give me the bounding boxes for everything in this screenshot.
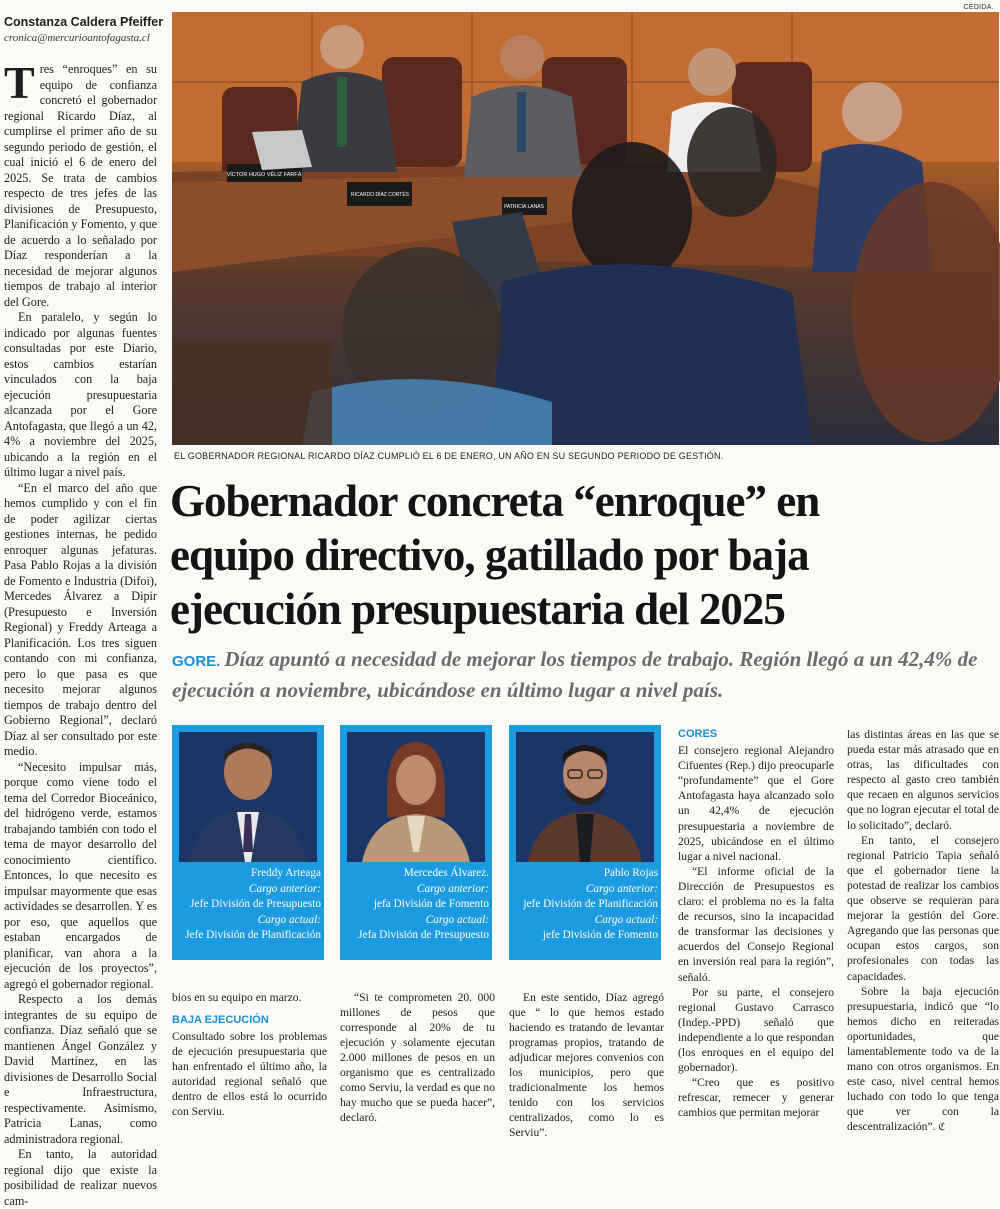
col-e-paragraph-3: Por su parte, el consejero regional Gustavo Carrasco (Indep.-PPD) señaló que independiente a lo que respondan (los enroques en el equipo del gobernador). (678, 985, 834, 1075)
headline-line-2: equipo directivo, gatillado por baja (170, 530, 809, 580)
left-paragraph-4: “Necesito impulsar más, porque como viene todo el tema del Corredor Bioceánico, del hidrógeno verde, estamos trabajando también con todo el tema de mayor desarrollo del conocimiento científico. Entonces, lo que necesito es impulsar mayormente que esas actividades se desarrollen. Y es por eso, que aquellos que estaban encargados de planificar, van ahora a la ejecución de los proyectos”, agregó el gobernador regional. (4, 759, 157, 991)
card-prev-label: Cargo anterior: (416, 882, 489, 895)
card-name: Freddy Arteaga (251, 867, 321, 879)
column-d (509, 990, 664, 1140)
card-text-arteaga (175, 866, 321, 944)
end-mark-icon: ℭ (938, 1122, 946, 1134)
photo-caption: EL GOBERNADOR REGIONAL RICARDO DÍAZ CUMPLIÓ EL 6 DE ENERO, UN AÑO EN SU SEGUNDO PERIODO DE GESTIÓN. (174, 451, 724, 461)
portrait-alvarez (347, 732, 485, 862)
byline-email: cronica@mercurioantofagasta.cl (4, 32, 150, 44)
card-curr-value: Jefa División de Presupuesto (358, 929, 489, 941)
headline-line-1: Gobernador concreta “enroque” en (170, 476, 820, 526)
card-prev-value: Jefe División de Presupuesto (190, 898, 321, 910)
profile-card-arteaga (172, 725, 324, 960)
card-curr-label: Cargo actual: (425, 913, 489, 926)
headline (170, 474, 990, 636)
portrait-arteaga (179, 732, 317, 862)
drop-cap: T (4, 57, 35, 108)
profile-card-rojas (509, 725, 661, 960)
card-prev-label: Cargo anterior: (585, 882, 658, 895)
card-curr-value: Jefe División de Planificación (185, 929, 321, 941)
card-text-alvarez (343, 866, 489, 944)
col-d-paragraph-1: En este sentido, Díaz agregó que “ lo que hemos estado haciendo es tratando de levantar programas propios, tratando de adjudicar mejores convenios con los municipios, pero que tradicionalmente los hemos tenido con los servicios centralizados, como lo es Serviu”. (509, 991, 664, 1139)
nameplate-2: RICARDO DÍAZ CORTÉS (351, 192, 409, 198)
col-b-paragraph-2: Consultado sobre los problemas de ejecución presupuestaria que han enfrentado el último año, la autoridad regional señaló que dentro de ellos está lo ocurrido con Serviu. (172, 1030, 327, 1118)
column-e (678, 721, 834, 1120)
left-paragraph-5: Respecto a los demás integrantes de su equipo de confianza. Díaz señaló que se mantienen Ángel González y David Martínez, en las divisiones de Desarrollo Social e Infraestructura, respectivamente. Asimismo, Patricia Lanas, como administradora regional. (4, 992, 157, 1146)
card-curr-value: jefe División de Fomento (542, 929, 658, 941)
left-paragraph-6: En tanto, la autoridad regional dijo que existe la posibilidad de realizar nuevos cam- (4, 1147, 157, 1208)
card-text-rojas (512, 866, 658, 944)
column-c (340, 990, 495, 1125)
section-tag: GORE. (172, 653, 221, 670)
card-curr-label: Cargo actual: (594, 913, 658, 926)
card-prev-value: jefe División de Planificación (523, 898, 658, 910)
nameplate-1: VÍCTOR HUGO VÉLIZ FARFÁ (226, 172, 302, 178)
section-heading-cores: CORES (678, 728, 718, 740)
card-name: Pablo Rojas (603, 867, 658, 879)
col-f-paragraph-1: las distintas áreas en las que se pueda estar más atrasado que en otras, las dificultades con respecto al gasto creo también que recaen en algunos servicios que no logran ejecutar el total de lo solicitado”, declaró. (847, 728, 999, 832)
col-b-paragraph-1: bios en su equipo en marzo. (172, 991, 302, 1004)
card-prev-label: Cargo anterior: (248, 882, 321, 895)
col-e-paragraph-1: El consejero regional Alejandro Cifuentes (Rep.) dijo preocuparle “profundamente” que el Gore Antofagasta haya alcanzado solo un 42,4% de ejecución presupuestaria a noviembre de 2025, ubicándose en el último lugar a nivel nacional. (678, 744, 834, 863)
card-curr-label: Cargo actual: (257, 913, 321, 926)
column-b (172, 990, 327, 1119)
byline-author: Constanza Caldera Pfeiffer (4, 15, 164, 29)
left-paragraph-3: “En el marco del año que hemos cumplido y con el fin de poder agilizar ciertas gestiones internas, he pedido enroquer algunas jefaturas. Pasa Pablo Rojas a la división de Fomento e Industria (Difoi), Mercedes Álvarez a Dipir (Presupuesto e Inversión Regional) y Freddy Arteaga a Planificación. Los tres siguen contando con mi confianza, pero lo que pasa es que necesito mejorar algunos tiempos de trabajo dentro del Gobierno Regional”, declaró Díaz al ser consultado por este medio. (4, 480, 157, 758)
photo-credit: CEDIDA. (963, 4, 994, 11)
col-e-paragraph-2: “El informe oficial de la Dirección de Presupuestos es claro: el problema no es la falta de recursos, sino la incapacidad de transformar las decisiones y acuerdos del Consejo Regional en inversión real para la región”, señaló. (678, 864, 834, 984)
col-f-paragraph-2: En tanto, el consejero regional Patricio Tapia señaló que el gobernador tiene la potestad de realizar los cambios que observe se requieran para mejorar la gestión del Gore. Agregando que las personas que ocupan estos cargos, son profesionales con todas las capacidades. (847, 833, 999, 983)
left-column (4, 57, 157, 1209)
col-f-paragraph-3: Sobre la baja ejecución presupuestaria, indicó que “lo hemos dicho en reiteradas oportunidades, que lamentablemente todo va de la mano con otros organismos. En este caso, nivel central hemos luchado con todo lo que tenga que ver con la descentralización”. ℭ (847, 984, 999, 1134)
card-name: Mercedes Álvarez. (403, 867, 489, 879)
subhead-text: Díaz apuntó a necesidad de mejorar los tiempos de trabajo. Región llegó a un 42,4% de ejecución a noviembre, ubicándose en último lugar a nivel país. (172, 647, 978, 702)
left-paragraph-2: En paralelo, y según lo indicado por algunas fuentes consultadas por este Diario, estos cambios estarían vinculados con la baja ejecución presupuestaria alcanzada por el Gore Antofagasta, que llegó a un 42, 4% a noviembre del 2025, ubicando a la región en el último lugar a nivel país. (4, 310, 157, 479)
subhead (172, 645, 992, 704)
profile-card-alvarez (340, 725, 492, 960)
card-prev-value: jefa División de Fomento (373, 898, 489, 910)
column-f (847, 727, 999, 1136)
left-paragraph-1: Tres “enroques” en su equipo de confianza concretó el gobernador regional Ricardo Díaz, al cumplirse el primer año de su segundo periodo de gestión, el cual inició el 6 de enero del 2025. Se trata de cambios respecto de tres jefes de las divisiones de Presupuesto, Planificación y Fomento, y que de acuerdo a lo señalado por Díaz responderían a la necesidad de mejorar algunos tiempos de trabajo al interior del Gore. (4, 57, 157, 309)
col-c-paragraph-1: “Si te comprometen 20. 000 millones de pesos que corresponde al 20% de tu ejecución y solamente ejecutan 2.000 millones de pesos en un organismo que es centralizado como Serviu, la verdad es que no hay mucho que se pueda hacer”, declaró. (340, 991, 495, 1124)
nameplate-3: PATRICIA LANAS (504, 204, 544, 210)
col-e-paragraph-4: “Creo que es positivo refrescar, remecer y generar cambios que permitan mejorar (678, 1076, 834, 1120)
council-meeting-photo (172, 12, 999, 445)
section-heading-baja-ejecucion: BAJA EJECUCIÓN (172, 1014, 269, 1026)
headline-line-3: ejecución presupuestaria del 2025 (170, 584, 785, 634)
portrait-rojas (516, 732, 654, 862)
